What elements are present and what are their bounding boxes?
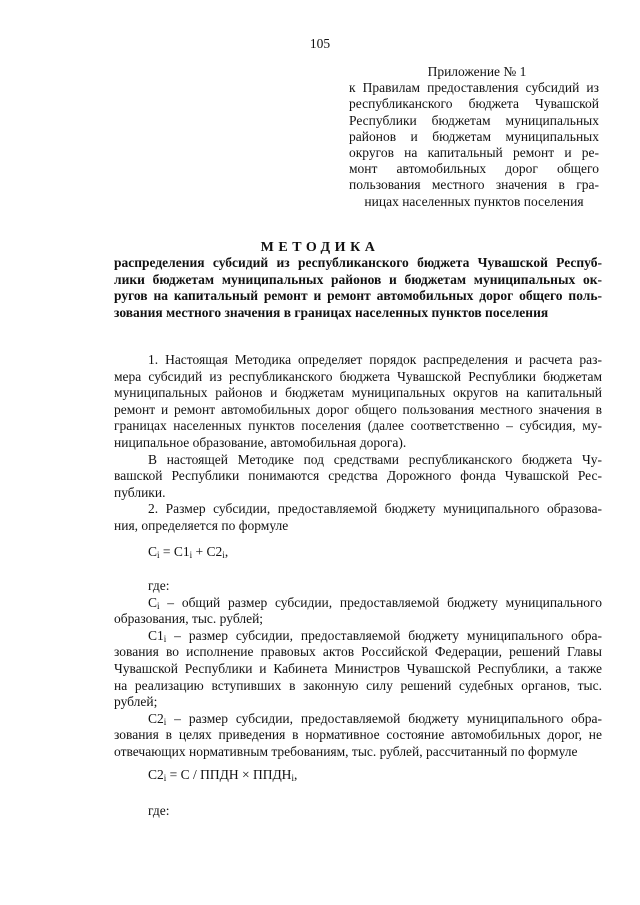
body-line: публики. [114,484,166,500]
subtitle-line: лики бюджетам муниципальных районов и бюджетам муниципальных ок- [114,271,602,287]
definition-line [114,711,602,728]
formula-subscript: i [291,773,294,783]
definition-line: зования во исполнение правовых актов Российской Федерации, решений Главы [114,644,602,660]
formula-term: = C / ППДН × ППДН [166,767,292,782]
appendix-line: районов и бюджетам муниципальных [349,128,599,144]
def-subscript: i [163,716,167,727]
formula-1 [114,544,602,561]
paragraph-1 [114,352,602,535]
document-subtitle [114,255,602,321]
where-label: где: [148,578,170,593]
page-number: 105 [309,36,331,51]
formula-term: C [148,544,158,559]
def-text: – размер субсидии, предоставляемой бюджету муниципального обра- [166,627,602,643]
appendix-line: пользования местного значения в гра- [349,177,599,193]
formula-term: , [293,767,298,782]
formula-subscript: i [222,550,225,560]
where-label: где: [148,803,170,818]
definition-line: Чувашской Республики и Кабинета Министров Чувашской Республики, а также [114,660,602,676]
def-symbol: C1 [148,627,164,643]
appendix-line: монт автомобильных дорог общего [349,161,599,177]
where-block-2 [114,803,602,820]
definitions [114,578,602,761]
def-subscript: i [157,600,160,611]
body-line: ния, определяется по формуле [114,517,289,533]
appendix-line: округов на капитальный ремонт и ре- [349,145,599,161]
def-text: – общий размер субсидии, предоставляемой бюджету муниципального [159,594,602,610]
appendix-title: Приложение № 1 [427,64,527,79]
appendix-line: к Правилам предоставления субсидий из [349,80,599,96]
subtitle-line: распределения субсидий из республиканского бюджета Чувашской Респуб- [114,255,602,270]
body-line: границах населенных пунктов поселения (далее соответственно – субсидия, му- [114,418,602,434]
formula-term: , [224,544,229,559]
subtitle-line: зования местного значения в границах населенных пунктов поселения [114,304,549,320]
appendix-line: Республики бюджетам муниципальных [349,112,599,128]
appendix-line: ницах населенных пунктов поселения [364,193,584,209]
formula-subscript: i [157,550,160,560]
formula-term: C2 [148,767,164,782]
appendix-block [349,64,599,210]
definition-line: отвечающих нормативным требованиям, тыс. рублей, рассчитанный по формуле [114,743,578,759]
body-line: 2. Размер субсидии, предоставляемой бюджету муниципального образова- [148,501,602,517]
definition-line: рублей; [114,694,158,710]
formula-subscript: i [189,550,193,560]
body-line: мера субсидий из республиканского бюджета Чувашской Республики бюджетам [114,368,602,384]
def-text: – размер субсидии, предоставляемой бюджету муниципального обра- [166,710,602,726]
body-line: В настоящей Методике под средствами республиканского бюджета Чу- [148,451,602,467]
formula-term: + C2 [192,544,223,559]
definition-line: на реализацию вступивших в законную силу решений судебных органов, тыс. [114,677,602,693]
def-subscript: i [163,633,167,644]
body-line: муниципальных районов и бюджетам муниципальных округов на капитальный [114,385,602,401]
definition-line [114,628,602,645]
body-line: ниципальное образование, автомобильная дорога). [114,434,407,450]
def-symbol: C [148,594,158,610]
body-line: 1. Настоящая Методика определяет порядок распределения и расчета раз- [148,352,602,367]
formula-subscript: i [163,773,167,783]
definition-line: зования в целях приведения в нормативное состояние автомобильных дорог, не [114,727,602,743]
body-line: вашской Республики понимаются средства Дорожного фонда Чувашской Рес- [114,468,602,484]
appendix-line: республиканского бюджета Чувашской [349,96,599,112]
formula-term: = C1 [159,544,190,559]
def-symbol: C2 [148,710,164,726]
definition-line [114,595,602,612]
document-title: МЕТОДИКА [260,240,380,255]
body-line: ремонт и ремонт автомобильных дорог общего пользования местного значения в [114,401,602,417]
formula-2 [114,767,602,784]
definition-line: образования, тыс. рублей; [114,611,264,627]
subtitle-line: ругов на капитальный ремонт и ремонт автомобильных дорог общего поль- [114,288,602,304]
